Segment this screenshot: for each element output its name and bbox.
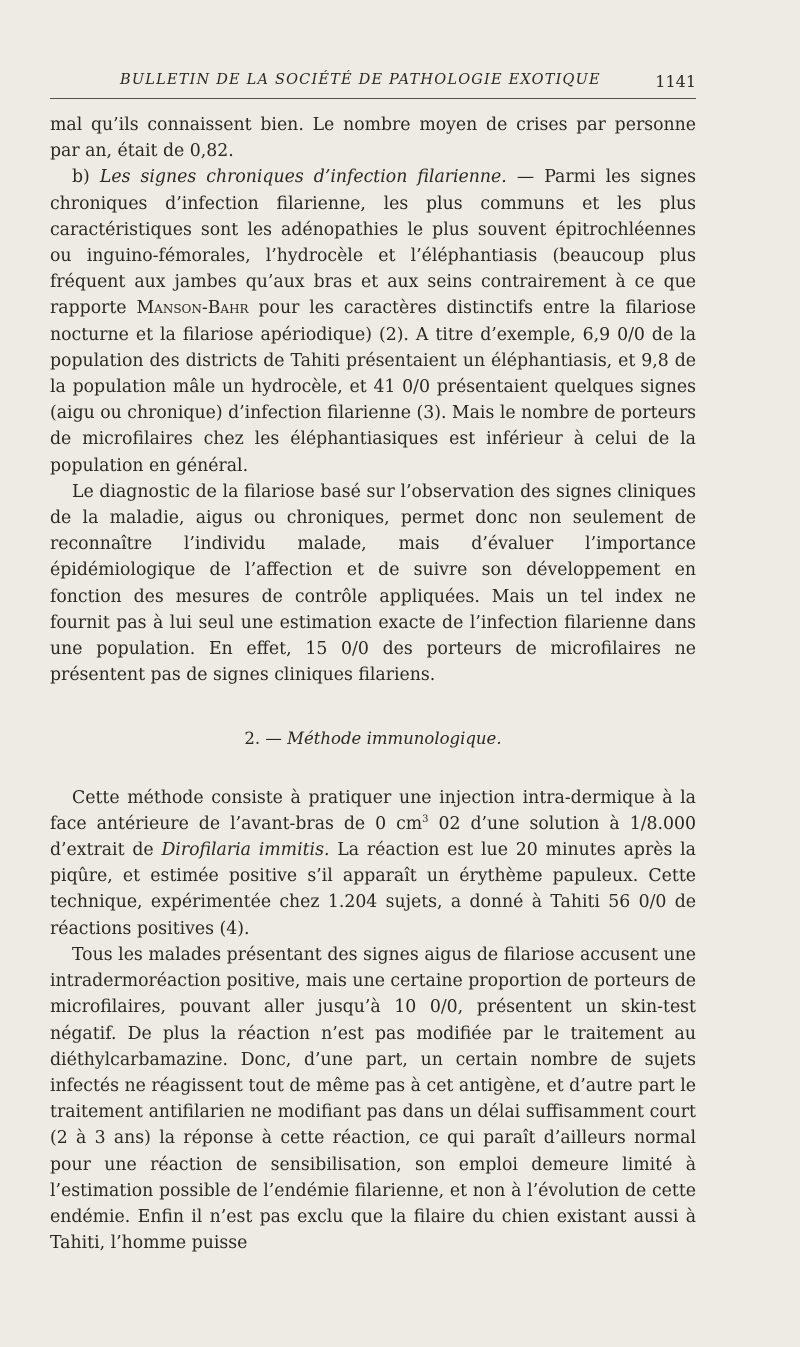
page-header bbox=[50, 70, 696, 99]
paragraph-chronic-signs bbox=[50, 164, 696, 478]
paragraph-text: mal qu’ils connaissent bien. Le nombre moyen de crises par personne par an, était de 0,82. bbox=[50, 115, 696, 162]
section-number: 2. — bbox=[244, 729, 288, 749]
paragraph-text: La réaction est lue 20 minutes après la piqûre, et estimée positive s’il apparaît un érythème papuleux. Cette technique, expérimentée chez 1.204 sujets, a donné à Tahiti 56 0/0 de réactions positives (4). bbox=[50, 840, 696, 939]
paragraph-text: 02 d’une solution à 1/8.000 d’extrait de bbox=[50, 813, 696, 861]
paragraph-continuation bbox=[50, 112, 696, 164]
paragraph-diagnosis bbox=[50, 479, 696, 689]
body-text bbox=[50, 112, 696, 1256]
paragraph-text: pour les caractères distinctifs entre la filariose nocturne et la filariose apériodique) (2). A titre d’exemple, 6,9 0/0 de la population des districts de Tahiti présentaient un éléphantiasis, et 9,8 de la population mâle un hydrocèle, et 41 0/0 présentaient quelques signes (aigu ou chronique) d’infection filarienne (3). Mais le nombre de porteurs de microfilaires chez les éléphantiasiques est inférieur à celui de la population en général. bbox=[50, 298, 696, 476]
paragraph-text: Tous les malades présentant des signes aigus de filariose accusent une intradermoréaction positive, mais une certaine proportion de porteurs de microfilaires, pouvant aller jusqu’à 10 0/0, présentent un skin-test négatif. De plus la réaction n’est pas modifiée par le traitement au diéthylcarbamazine. Donc, d’une part, un certain nombre de sujets infectés ne réagissent tout de même pas à cet antigène, et d’autre part le traitement antifilarien ne modifiant pas dans un délai suffisamment court (2 à 3 ans) la réponse à cette réaction, ce qui paraît d’ailleurs normal pour une réaction de sensibilisation, son emploi demeure limité à l’estimation possible de l’endémie filarienne, et non à l’évolution de cette endémie. Enfin il n’est pas exclu que la filaire du chien existant aussi à Tahiti, l’homme puisse bbox=[50, 944, 696, 1254]
paragraph-results bbox=[50, 942, 696, 1256]
paragraph-text: Le diagnostic de la filariose basé sur l’observation des signes cliniques de la maladie, aigus ou chroniques, permet donc non seulement de reconnaître l’individu malade, mais d’évaluer l’importance épidémiologique de l’affection et de suivre son développement en fonction des mesures de contrôle appliquées. Mais un tel index ne fournit pas à lui seul une estimation exacte de l’infection filarienne dans une population. En effet, 15 0/0 des porteurs de microfilaires ne présentent pas de signes cliniques filariens. bbox=[50, 481, 696, 686]
species-name: Dirofilaria immitis. bbox=[161, 840, 330, 861]
paragraph-text: Cette méthode consiste à pratiquer une injection intra-dermique à la face antérieure de l’avant-bras de 0 cm bbox=[50, 787, 696, 834]
paragraph-heading: Les signes chroniques d’infection filarienne. bbox=[99, 167, 507, 188]
superscript: 3 bbox=[422, 814, 429, 826]
list-label: b) bbox=[72, 167, 100, 188]
section-title: Méthode immunologique. bbox=[287, 729, 502, 749]
paragraph-text: — Parmi les signes chroniques d’infection filarienne, les plus communs et les plus caractéristiques sont les adénopathies le plus souvent épitrochléennes ou inguino-fémorales, l’hydrocèle et l’éléphantiasis (beaucoup plus fréquent aux jambes qu’aux bras et aux seins contrairement à ce que rapporte bbox=[50, 167, 696, 319]
page-number: 1141 bbox=[655, 72, 696, 91]
running-title: BULLETIN DE LA SOCIÉTÉ DE PATHOLOGIE EXOTIQUE bbox=[120, 72, 601, 88]
section-heading bbox=[50, 726, 696, 752]
author-name: Manson-Bahr bbox=[136, 298, 249, 319]
paragraph-method bbox=[50, 785, 696, 942]
